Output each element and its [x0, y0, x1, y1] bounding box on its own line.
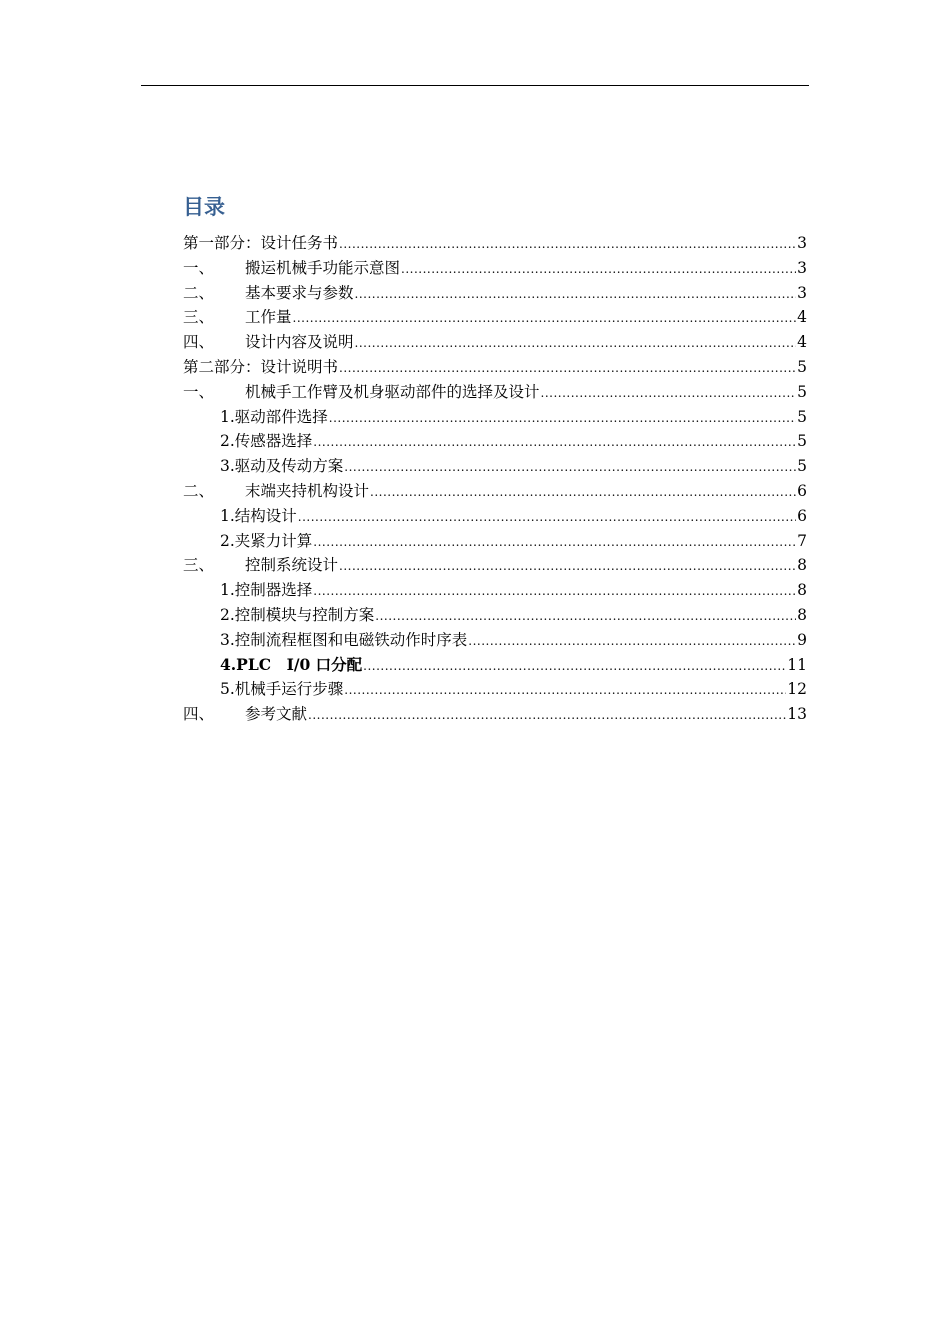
toc-list [183, 231, 807, 727]
toc-entry-title: 2.传感器选择 [220, 432, 313, 451]
toc-page-number: 3 [797, 283, 807, 302]
toc-dot-leader [293, 306, 797, 331]
toc-page-number: 8 [797, 605, 807, 624]
toc-page-number: 5 [797, 457, 807, 476]
toc-page-number: 12 [787, 680, 807, 699]
toc-entry[interactable] [183, 231, 807, 256]
table-of-contents [183, 193, 807, 727]
toc-dot-leader [468, 629, 796, 654]
toc-dot-leader [355, 282, 797, 307]
toc-page-number: 4 [797, 308, 807, 327]
toc-entry-title: 1.驱动部件选择 [220, 407, 328, 426]
toc-dot-leader [339, 232, 796, 257]
toc-entry-title: 1.结构设计 [220, 506, 297, 525]
toc-dot-leader [329, 406, 796, 431]
toc-entry-title: 5.机械手运行步骤 [220, 680, 344, 699]
toc-entry-title: 第一部分：设计任务书 [183, 234, 339, 252]
toc-entry-title: 机械手工作臂及机身驱动部件的选择及设计 [245, 382, 540, 401]
toc-title: 目录 [183, 195, 225, 219]
toc-entry[interactable] [183, 677, 807, 702]
toc-page-number: 9 [797, 630, 807, 649]
header-rule [141, 85, 809, 86]
toc-dot-leader [344, 455, 796, 480]
toc-entry-number: 二、 [183, 481, 215, 500]
toc-dot-leader [313, 430, 796, 455]
toc-page-number: 6 [797, 506, 807, 525]
toc-dot-leader [370, 480, 796, 505]
toc-entry[interactable] [183, 479, 807, 504]
toc-entry-title: 基本要求与参数 [245, 283, 354, 302]
toc-page-number: 11 [787, 655, 807, 674]
toc-entry[interactable] [183, 504, 807, 529]
toc-dot-leader [375, 604, 796, 629]
toc-entry[interactable] [183, 454, 807, 479]
toc-dot-leader [313, 579, 796, 604]
toc-dot-leader [339, 554, 796, 579]
toc-dot-leader [355, 331, 797, 356]
toc-page-number: 3 [797, 234, 807, 252]
toc-entry-number: 三、 [183, 308, 215, 327]
toc-dot-leader [401, 257, 796, 282]
toc-entry[interactable] [183, 702, 807, 727]
toc-entry-title: 末端夹持机构设计 [245, 481, 370, 500]
toc-entry-title: 2.夹紧力计算 [220, 531, 313, 550]
toc-entry[interactable] [183, 603, 807, 628]
toc-dot-leader [344, 678, 786, 703]
toc-page-number: 6 [797, 481, 807, 500]
toc-page-number: 8 [797, 556, 807, 575]
toc-page-number: 7 [797, 531, 807, 550]
toc-page-number: 5 [797, 407, 807, 426]
toc-entry-title: 第二部分：设计说明书 [183, 357, 339, 376]
toc-dot-leader [541, 381, 797, 406]
toc-entry[interactable] [183, 355, 807, 380]
toc-entry-title: 4.PLC I/0 口分配 [220, 654, 363, 674]
toc-page-number: 5 [797, 432, 807, 451]
toc-entry[interactable] [183, 380, 807, 405]
toc-entry-title: 参考文献 [245, 705, 308, 724]
toc-entry-number: 一、 [183, 382, 215, 401]
toc-dot-leader [308, 703, 786, 728]
toc-entry-title: 控制系统设计 [245, 556, 339, 575]
toc-dot-leader [339, 356, 796, 381]
toc-entry-title: 3.驱动及传动方案 [220, 457, 344, 476]
toc-dot-leader [313, 530, 796, 555]
toc-page-number: 8 [797, 581, 807, 600]
toc-entry[interactable] [183, 429, 807, 454]
toc-page-number: 5 [797, 382, 807, 401]
toc-entry[interactable] [183, 529, 807, 554]
toc-entry[interactable] [183, 653, 807, 678]
toc-entry-number: 二、 [183, 283, 215, 302]
toc-entry[interactable] [183, 281, 807, 306]
toc-entry[interactable] [183, 256, 807, 281]
toc-entry[interactable] [183, 330, 807, 355]
toc-entry-title: 1.控制器选择 [220, 581, 313, 600]
toc-page-number: 5 [797, 357, 807, 376]
toc-entry[interactable] [183, 578, 807, 603]
toc-entry-title: 2.控制模块与控制方案 [220, 605, 375, 624]
toc-dot-leader [363, 654, 786, 679]
toc-page-number: 3 [797, 258, 807, 277]
toc-entry-number: 四、 [183, 333, 215, 352]
toc-entry-title: 工作量 [245, 308, 292, 327]
toc-entry-number: 四、 [183, 705, 215, 724]
toc-entry[interactable] [183, 305, 807, 330]
toc-entry[interactable] [183, 405, 807, 430]
toc-entry[interactable] [183, 628, 807, 653]
toc-dot-leader [298, 505, 796, 530]
toc-page-number: 4 [797, 333, 807, 352]
toc-page-number: 13 [787, 705, 807, 724]
toc-entry-number: 三、 [183, 556, 215, 575]
toc-entry-title: 设计内容及说明 [245, 333, 354, 352]
toc-entry[interactable] [183, 553, 807, 578]
toc-entry-title: 搬运机械手功能示意图 [245, 258, 401, 277]
toc-entry-number: 一、 [183, 258, 215, 277]
toc-entry-title: 3.控制流程框图和电磁铁动作时序表 [220, 630, 468, 649]
